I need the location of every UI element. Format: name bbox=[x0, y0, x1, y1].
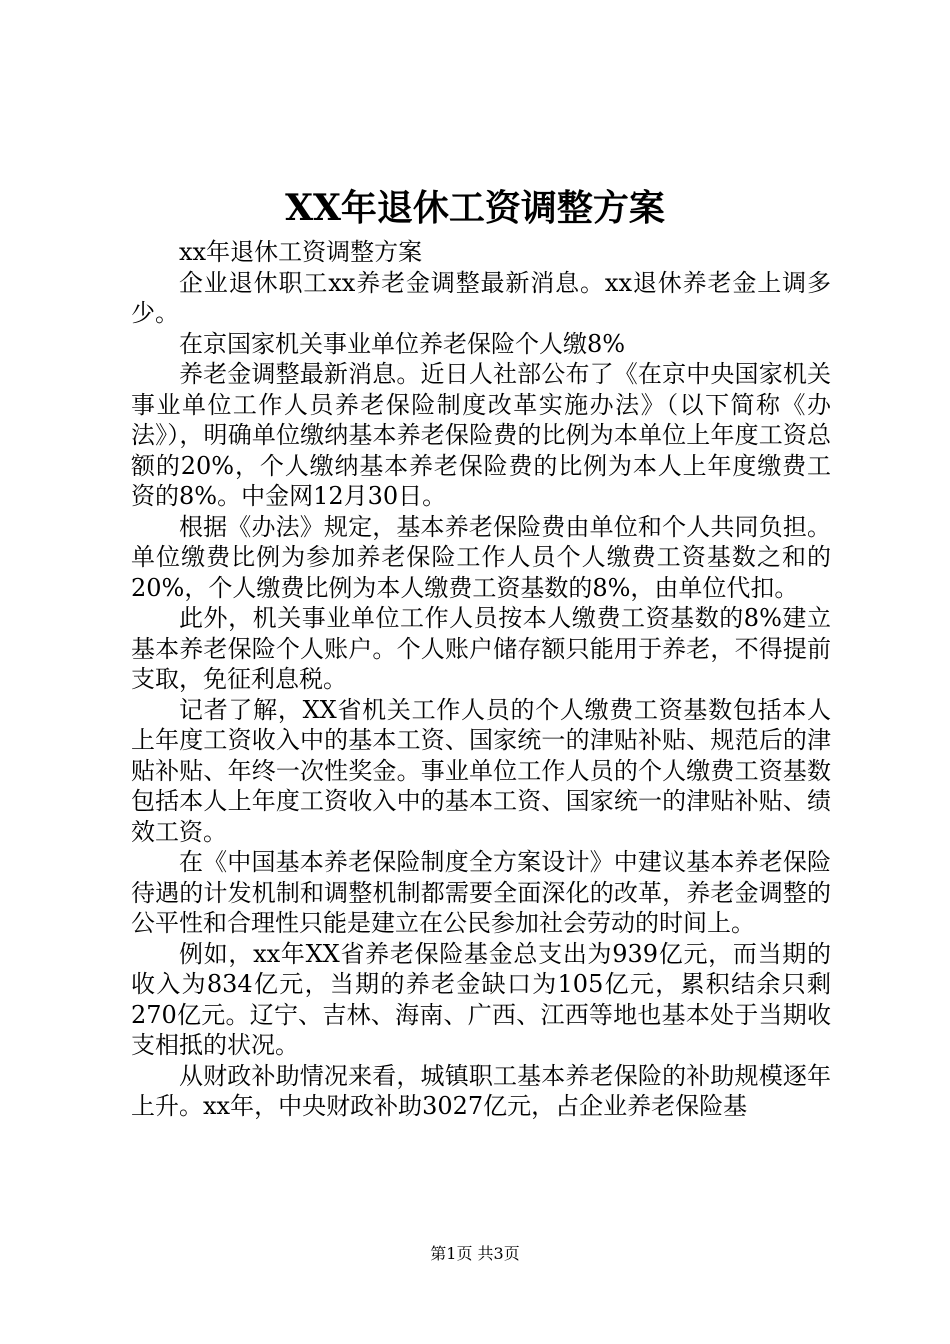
paragraph: 企业退休职工xx养老金调整最新消息。xx退休养老金上调多少。 bbox=[131, 268, 831, 327]
paragraph: 根据《办法》规定，基本养老保险费由单位和个人共同负担。单位缴费比例为参加养老保险工作人员个人缴费工资基数之和的20%，个人缴费比例为本人缴费工资基数的8%，由单位代扣。 bbox=[131, 512, 831, 602]
paragraph: 在《中国基本养老保险制度全方案设计》中建议基本养老保险待遇的计发机制和调整机制都需要全面深化的改革，养老金调整的公平性和合理性只能是建立在公民参加社会劳动的时间上。 bbox=[131, 848, 831, 937]
document-title: XX年退休工资调整方案 bbox=[285, 187, 665, 229]
document-body bbox=[131, 237, 831, 1122]
paragraph: 此外，机关事业单位工作人员按本人缴费工资基数的8%建立基本养老保险个人账户。个人账户储存额只能用于养老，不得提前支取，免征利息税。 bbox=[131, 604, 831, 693]
paragraph: 从财政补助情况来看，城镇职工基本养老保险的补助规模逐年上升。xx年，中央财政补助3027亿元，占企业养老保险基 bbox=[131, 1061, 831, 1120]
paragraph: xx年退休工资调整方案 bbox=[179, 238, 423, 266]
paragraph: 养老金调整最新消息。近日人社部公布了《在京中央国家机关事业单位工作人员养老保险制度改革实施办法》（以下简称《办法》），明确单位缴纳基本养老保险费的比例为本单位上年度工资总额的20%，个人缴纳基本养老保险费的比例为本人上年度缴费工资的8%。中金网12月30日。 bbox=[131, 360, 831, 510]
paragraph: 记者了解，XX省机关工作人员的个人缴费工资基数包括本人上年度工资收入中的基本工资、国家统一的津贴补贴、规范后的津贴补贴、年终一次性奖金。事业单位工作人员的个人缴费工资基数包括本人上年度工资收入中的基本工资、国家统一的津贴补贴、绩效工资。 bbox=[131, 695, 831, 846]
page-footer: 第1页 共3页 bbox=[430, 1244, 520, 1263]
paragraph: 例如，xx年XX省养老保险基金总支出为939亿元，而当期的收入为834亿元，当期的养老金缺口为105亿元，累积结余只剩270亿元。辽宁、吉林、海南、广西、江西等地也基本处于当期收支相抵的状况。 bbox=[131, 939, 831, 1059]
paragraph: 在京国家机关事业单位养老保险个人缴8% bbox=[179, 329, 626, 358]
